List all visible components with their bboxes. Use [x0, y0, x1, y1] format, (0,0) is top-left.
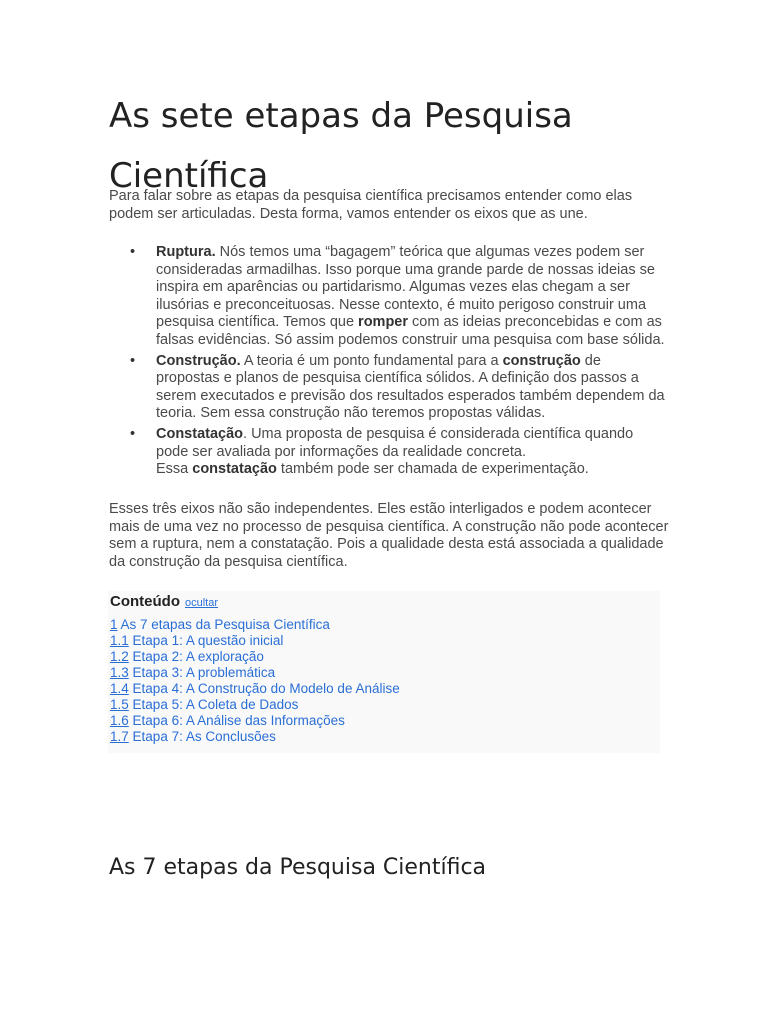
toc-label: Etapa 5: A Coleta de Dados: [132, 697, 299, 712]
toc-list: [110, 617, 658, 745]
list-item-constatacao: [109, 426, 665, 479]
toc-hide-link[interactable]: ocultar: [184, 597, 219, 609]
toc-label: Etapa 4: A Construção do Modelo de Análise: [132, 681, 400, 696]
toc-item: [110, 681, 658, 697]
intro-paragraph: Para falar sobre as etapas da pesquisa científica precisamos entender como elas podem ser articuladas. Desta forma, vamos entender os eixos que as une.: [109, 188, 633, 222]
toc-link-1-7[interactable]: [110, 729, 276, 744]
toc-link-1-3[interactable]: [110, 665, 275, 680]
axis-text: A teoria é um ponto fundamental para a: [240, 352, 503, 369]
axis-text: com as ideias preconcebidas e com as falsas evidências. Só assim podemos construir uma pesquisa com base sólida.: [156, 314, 665, 348]
toc-label: Etapa 2: A exploração: [132, 649, 264, 664]
after-list-paragraph: Esses três eixos não são independentes. Eles estão interligados e podem acontecer mais de uma vez no processo de pesquisa científica. A construção não pode acontecer sem a ruptura, nem a constatação. Pois a qualidade desta está associada a qualidade da construção da pesquisa científica.: [109, 501, 669, 570]
toc-label: Etapa 7: As Conclusões: [132, 729, 276, 744]
toc-number: 1.6: [110, 713, 129, 728]
toc-link-1-1[interactable]: [110, 633, 283, 648]
axis-emphasis: constatação: [192, 461, 277, 478]
axis-text: de propostas e planos de pesquisa científica sólidos. A definição dos passos a serem executados e previsão dos resultados esperados também dependem da teoria. Sem essa construção não teremos propostas válidas.: [156, 352, 665, 422]
toc-item: [110, 633, 658, 649]
toc-link-1-4[interactable]: [110, 681, 400, 696]
article-title: As sete etapas da Pesquisa Científica: [109, 96, 573, 196]
list-item-ruptura: [109, 244, 665, 350]
axis-emphasis: construção: [502, 352, 581, 369]
table-of-contents: [108, 591, 660, 753]
axis-emphasis: romper: [358, 314, 409, 331]
toc-item: [110, 713, 658, 729]
section-heading: As 7 etapas da Pesquisa Científica: [109, 855, 487, 880]
axis-term: Constatação: [156, 425, 244, 442]
toc-number: 1.4: [110, 681, 129, 696]
toc-title: Conteúdo: [110, 593, 180, 610]
axis-term: Ruptura.: [156, 244, 216, 260]
toc-header: [110, 592, 658, 613]
toc-item: [110, 617, 658, 633]
toc-label: Etapa 1: A questão inicial: [132, 633, 284, 648]
toc-link-1-5[interactable]: [110, 697, 298, 712]
toc-number: 1.5: [110, 697, 129, 712]
toc-label: Etapa 3: A problemática: [132, 665, 276, 680]
toc-item: [110, 649, 658, 665]
toc-number: 1.1: [110, 633, 129, 648]
axis-text: . Uma proposta de pesquisa é considerada científica quando pode ser avaliada por informações da realidade concreta.: [156, 425, 634, 460]
axis-text: Essa: [156, 461, 193, 478]
toc-number: 1.2: [110, 649, 129, 664]
toc-link-1-6[interactable]: [110, 713, 345, 728]
toc-label: Etapa 6: A Análise das Informações: [132, 713, 345, 728]
list-item-construcao: [109, 353, 665, 423]
toc-link-1[interactable]: [110, 617, 330, 632]
axis-term: Construção.: [156, 352, 241, 369]
toc-item: [110, 665, 658, 681]
toc-item: [110, 729, 658, 745]
toc-number: 1.3: [110, 665, 129, 680]
toc-label: As 7 etapas da Pesquisa Científica: [120, 617, 330, 632]
toc-link-1-2[interactable]: [110, 649, 264, 664]
toc-number: 1: [110, 617, 118, 632]
axes-list: [109, 244, 665, 482]
axis-text: Nós temos uma “bagagem” teórica que algumas vezes podem ser consideradas armadilhas. Isso porque uma grande parde de nossas ideias se inspira em aparências ou partidarismo. Algumas vezes elas chegam a ser ilusórias e preconceituosas. Nesse contexto, é muito perigoso construir uma pesquisa científica. Temos que: [156, 244, 655, 331]
toc-item: [110, 697, 658, 713]
axis-text: também pode ser chamada de experimentação.: [276, 461, 589, 478]
toc-number: 1.7: [110, 729, 129, 744]
